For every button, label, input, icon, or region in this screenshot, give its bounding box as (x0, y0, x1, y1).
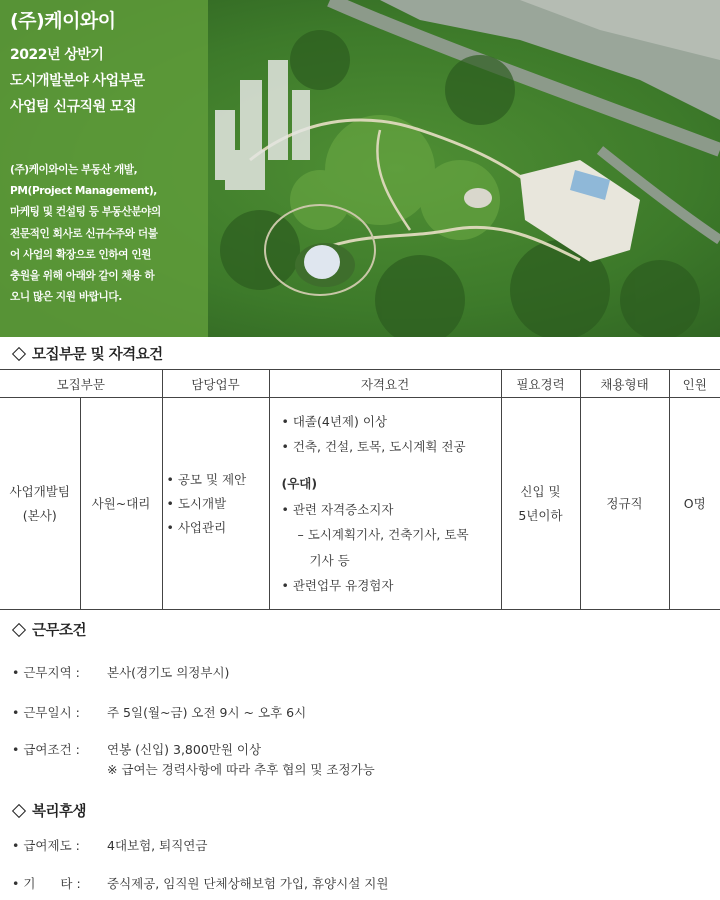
experience-line: 5년이하 (518, 507, 563, 523)
benefit-value (107, 874, 388, 894)
benefit-row-insurance (12, 836, 207, 856)
header-headcount: 인원 (669, 370, 720, 398)
preferred-subitem: 기사 등 (309, 552, 350, 568)
condition-row-salary (12, 740, 375, 780)
cell-headcount: O명 (669, 398, 720, 610)
condition-value (107, 740, 375, 780)
condition-value-line: 연봉 (신입) 3,800만원 이상 (107, 742, 262, 757)
cell-experience (501, 398, 580, 610)
duty-item: • 공모 및 제안 (166, 471, 247, 487)
preferred-subitem: – 도시계획기사, 건축기사, 토목 (297, 527, 469, 543)
preferred-item: • 관련 자격증소지자 (281, 501, 394, 517)
benefit-label: • 급여제도 : (12, 838, 80, 853)
hero-title-line: 2022년 상반기 (10, 47, 104, 63)
condition-label: • 근무지역 : (12, 665, 80, 680)
condition-value (107, 663, 229, 683)
condition-value (107, 703, 306, 723)
benefit-value-line: 중식제공, 임직원 단체상해보험 가입, 휴양시설 지원 (107, 876, 389, 891)
qualification-item: • 대졸(4년제) 이상 (281, 413, 387, 429)
condition-row-hours (12, 703, 306, 723)
hero-desc-line: PM(Project Management), (10, 185, 157, 198)
hero-title-line: 사업팀 신규직원 모집 (10, 99, 136, 115)
section-title-recruitment (12, 343, 163, 364)
benefit-row-other (12, 874, 388, 894)
hero-desc-line: 오니 많은 지원 바랍니다. (10, 291, 122, 304)
hero-desc-line: 충원을 위해 아래와 같이 채용 하 (10, 270, 155, 283)
header-experience: 필요경력 (501, 370, 580, 398)
hero-title-line: 도시개발분야 사업부문 (10, 73, 145, 89)
hero-desc-line: 어 사업의 확장으로 인하여 인원 (10, 248, 151, 261)
cell-employment-type: 정규직 (580, 398, 669, 610)
condition-value-line: ※ 급여는 경력사항에 따라 추후 협의 및 조정가능 (107, 762, 375, 777)
cell-duties (162, 398, 269, 610)
experience-line: 신입 및 (520, 483, 561, 499)
qualification-item: • 건축, 건설, 토목, 도시계획 전공 (281, 438, 466, 454)
preferred-item: • 관련업무 유경험자 (281, 578, 394, 594)
duty-item: • 사업관리 (166, 519, 227, 535)
company-name: (주)케이와이 (10, 10, 116, 32)
condition-value-line: 본사(경기도 의정부시) (107, 665, 230, 680)
duty-item: • 도시개발 (166, 495, 227, 511)
header-department: 모집부문 (0, 370, 162, 398)
hero-description (10, 160, 206, 308)
hero-desc-line: 마케팅 및 컨설팅 등 부동산분야의 (10, 206, 161, 219)
header-qualifications: 자격요건 (269, 370, 501, 398)
dept-line: (본사) (22, 507, 57, 523)
condition-label: • 급여조건 : (12, 742, 80, 757)
diamond-icon (12, 346, 26, 360)
preferred-heading: (우대) (281, 476, 318, 492)
section-title-benefits (12, 800, 86, 821)
hero-desc-line: (주)케이와이는 부동산 개발, (10, 164, 138, 176)
table-header-row (0, 370, 720, 398)
diamond-icon (12, 803, 26, 817)
section-title-text: 복리후생 (32, 804, 87, 820)
cell-rank: 사원~대리 (80, 398, 162, 610)
benefit-value (107, 836, 207, 856)
hero-title-block (10, 8, 206, 120)
section-title-text: 모집부문 및 자격요건 (32, 347, 163, 363)
benefit-value-line: 4대보험, 퇴직연금 (107, 838, 208, 853)
cell-department (0, 398, 80, 610)
requirements-table (0, 369, 720, 610)
section-title-text: 근무조건 (32, 623, 87, 639)
table-row (0, 398, 720, 610)
section-title-conditions (12, 619, 86, 640)
condition-row-location (12, 663, 229, 683)
header-duties: 담당업무 (162, 370, 269, 398)
benefit-label: • 기 타 : (12, 876, 81, 891)
diamond-icon (12, 622, 26, 636)
hero-desc-line: 전문적인 회사로 신규수주와 더불 (10, 227, 158, 240)
dept-line: 사업개발팀 (9, 483, 70, 499)
hero-banner (0, 0, 720, 337)
condition-label: • 근무일시 : (12, 705, 80, 720)
condition-value-line: 주 5일(월~금) 오전 9시 ~ 오후 6시 (107, 705, 307, 720)
cell-qualifications (269, 398, 501, 610)
header-employment-type: 채용형태 (580, 370, 669, 398)
